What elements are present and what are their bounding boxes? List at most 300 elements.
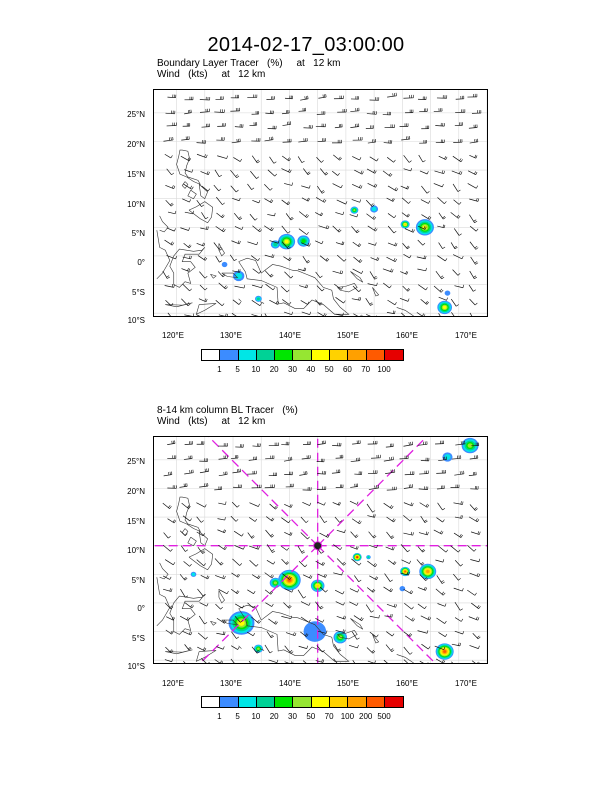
barb-flag (256, 564, 258, 566)
barb-flag (307, 285, 308, 288)
wind-barb (400, 298, 409, 301)
barb-flag (227, 591, 228, 594)
wind-barb (301, 602, 310, 606)
barb-flag (479, 559, 480, 562)
barb-shaft (454, 533, 461, 537)
tracer-blob (270, 578, 281, 588)
barb-flag (476, 172, 477, 175)
barb-shaft (303, 661, 309, 663)
barb-shaft (368, 183, 376, 187)
wind-barb (437, 197, 446, 203)
panel2-lat-label: 15°N (127, 517, 145, 526)
barb-flag (290, 532, 291, 535)
panel1-lat-label: 25°N (127, 110, 145, 119)
barb-flag (343, 562, 345, 564)
barb-flag (272, 604, 274, 607)
wind-barb (471, 257, 478, 265)
barb-shaft (269, 300, 277, 304)
barb-flag (338, 650, 341, 652)
barb-shaft (350, 589, 358, 593)
wind-barb (265, 645, 273, 653)
barb-shaft (166, 630, 172, 634)
barb-flag (302, 552, 305, 554)
wind-barb (371, 257, 379, 260)
tracer-contour (404, 571, 406, 573)
barb-flag (322, 241, 323, 244)
wind-barb (335, 124, 342, 128)
wind-barb (403, 286, 410, 291)
barb-flag (441, 290, 443, 292)
barb-flag (206, 217, 209, 219)
barb-flag (206, 226, 207, 229)
barb-flag (479, 532, 480, 535)
wind-barb (469, 125, 477, 129)
barb-flag (456, 305, 458, 307)
wind-barb (388, 560, 396, 565)
wind-barb (437, 575, 445, 583)
tracer-contour (304, 621, 327, 642)
wind-barb (247, 95, 257, 98)
coastline (196, 303, 216, 314)
wind-barb (469, 299, 477, 305)
barb-shaft (267, 560, 273, 564)
colorbar-box (202, 697, 220, 707)
wind-barb (282, 559, 289, 564)
barb-flag (359, 185, 360, 188)
barb-flag (372, 650, 374, 652)
colorbar-box (330, 350, 348, 360)
wind-barb (337, 616, 346, 619)
barb-flag (184, 577, 186, 579)
barb-flag (358, 589, 359, 592)
barb-flag (208, 172, 209, 175)
wind-barb (214, 109, 224, 112)
barb-flag (477, 605, 479, 607)
barb-flag (324, 521, 326, 523)
barb-flag (322, 192, 324, 194)
wind-barb (352, 184, 362, 188)
barb-flag (325, 575, 326, 578)
wind-barb (252, 226, 261, 232)
barb-flag (185, 550, 187, 552)
barb-flag (476, 186, 477, 189)
wind-barb (219, 455, 228, 459)
barb-flag (445, 604, 446, 607)
barb-flag (357, 231, 359, 233)
wind-barb (384, 660, 393, 663)
barb-flag (323, 563, 324, 566)
barb-flag (191, 110, 192, 113)
colorbar-box (385, 350, 403, 360)
wind-barb (299, 285, 308, 288)
barb-shaft (350, 111, 359, 112)
barb-flag (225, 547, 227, 549)
barb-shaft (252, 156, 257, 163)
barb-flag (238, 575, 240, 578)
barb-flag (290, 504, 291, 507)
wind-barb (400, 123, 409, 126)
barb-shaft (353, 314, 361, 316)
barb-flag (202, 551, 204, 553)
wind-barb (299, 212, 309, 218)
wind-barb (417, 268, 426, 271)
barb-flag (375, 576, 376, 579)
barb-shaft (301, 533, 308, 540)
wind-barb (434, 286, 443, 292)
barb-flag (242, 534, 244, 537)
barb-flag (407, 186, 408, 189)
wind-barb (404, 484, 413, 488)
barb-shaft (404, 603, 411, 609)
barb-flag (292, 662, 293, 663)
wind-barb (166, 617, 174, 621)
barb-flag (291, 276, 293, 278)
barb-shaft (252, 285, 261, 288)
wind-barb (179, 483, 187, 487)
tracer-contour (257, 648, 260, 650)
coastline (210, 621, 216, 625)
colorbar-label: 50 (324, 365, 334, 374)
barb-flag (321, 190, 323, 192)
barb-flag (170, 606, 172, 608)
coastline (397, 307, 414, 316)
barb-shaft (436, 618, 444, 624)
panel2-lat-label: 10°S (127, 662, 145, 671)
wind-barb (419, 532, 428, 535)
barb-flag (171, 204, 173, 206)
barb-flag (391, 269, 392, 272)
barb-flag (422, 549, 424, 551)
barb-shaft (404, 155, 410, 162)
barb-shaft (333, 184, 341, 188)
wind-barb (247, 471, 256, 474)
colorbar-box (312, 697, 330, 707)
panel1-coastlines (157, 150, 445, 316)
barb-flag (442, 508, 444, 510)
barb-shaft (453, 574, 458, 580)
wind-barb (370, 271, 377, 279)
barb-shaft (421, 186, 427, 193)
barb-flag (207, 171, 208, 174)
tracer-blob (350, 207, 358, 214)
barb-shaft (354, 575, 358, 581)
barb-flag (372, 589, 374, 591)
barb-flag (326, 631, 327, 634)
barb-flag (359, 290, 361, 292)
barb-flag (357, 547, 358, 550)
barb-flag (339, 502, 340, 505)
barb-shaft (470, 242, 476, 250)
barb-flag (237, 176, 239, 178)
tracer-contour (285, 240, 289, 244)
barb-flag (321, 213, 322, 216)
barb-flag (253, 633, 255, 636)
barb-flag (208, 576, 209, 579)
barb-shaft (249, 125, 256, 126)
wind-barb (315, 300, 322, 306)
wind-barb (388, 213, 396, 217)
wind-barb (282, 226, 290, 233)
wind-barb (166, 200, 174, 206)
wind-barb (384, 503, 394, 508)
barb-flag (461, 619, 463, 622)
wind-barb (473, 633, 481, 639)
barb-flag (262, 285, 263, 288)
barb-flag (355, 535, 357, 537)
barb-flag (321, 160, 323, 162)
barb-flag (325, 200, 327, 203)
barb-shaft (353, 286, 359, 292)
barb-flag (393, 199, 394, 202)
wind-barb (317, 186, 324, 193)
barb-shaft (298, 156, 302, 162)
panel2-lon-label: 150°E (337, 679, 359, 688)
barb-flag (271, 550, 274, 552)
barb-flag (224, 546, 226, 548)
barb-shaft (200, 112, 209, 113)
wind-barb (471, 603, 480, 609)
barb-flag (442, 277, 444, 279)
barb-flag (345, 530, 346, 533)
barb-flag (395, 187, 397, 190)
barb-shaft (318, 97, 326, 98)
wind-barb (315, 212, 323, 215)
barb-flag (392, 537, 394, 539)
barb-flag (238, 241, 239, 244)
wind-barb (249, 517, 257, 521)
wind-barb (385, 469, 395, 473)
barb-flag (225, 314, 226, 316)
wind-barb (435, 123, 444, 126)
barb-flag (428, 216, 430, 219)
barb-flag (396, 604, 397, 607)
wind-barb (281, 169, 291, 173)
wind-barb (336, 602, 345, 606)
colorbar-label: 500 (377, 712, 391, 721)
wind-barb (185, 603, 194, 608)
wind-barb (168, 519, 176, 523)
wind-barb (163, 271, 170, 278)
barb-flag (187, 617, 188, 620)
barb-flag (358, 520, 360, 522)
barb-flag (411, 168, 412, 171)
wind-barb (386, 532, 394, 539)
wind-barb (265, 484, 275, 487)
wind-barb (403, 515, 412, 521)
coastline (372, 287, 378, 296)
wind-barb (217, 156, 227, 159)
barb-shaft (403, 445, 412, 447)
barb-shaft (336, 602, 344, 606)
wind-barb (252, 314, 262, 316)
wind-barb (334, 659, 342, 663)
wind-barb (371, 455, 380, 458)
barb-shaft (234, 531, 242, 536)
barb-shaft (197, 560, 204, 566)
wind-barb (337, 558, 346, 565)
wind-barb (232, 198, 240, 201)
wind-barb (283, 603, 291, 609)
barb-shaft (180, 616, 188, 620)
panel2-coastlines (157, 497, 445, 663)
barb-flag (462, 515, 463, 518)
barb-shaft (182, 199, 189, 202)
barb-flag (270, 199, 272, 202)
panel2-lat-label: 20°N (127, 487, 145, 496)
coastline (196, 650, 216, 661)
barb-flag (321, 607, 323, 609)
panel2-lon-label: 140°E (279, 679, 301, 688)
colorbar-box (220, 350, 238, 360)
barb-shaft (418, 240, 423, 245)
barb-flag (322, 620, 323, 623)
barb-shaft (302, 458, 311, 459)
barb-flag (170, 588, 171, 591)
barb-flag (427, 191, 429, 193)
barb-flag (478, 646, 479, 649)
barb-shaft (403, 515, 410, 521)
wind-barb (404, 155, 412, 162)
barb-flag (270, 227, 272, 229)
barb-flag (447, 298, 448, 301)
barb-shaft (436, 271, 442, 279)
barb-shaft (421, 200, 429, 204)
barb-shaft (199, 272, 205, 279)
panel1-lat-label: 5°S (132, 288, 145, 297)
wind-barb (315, 241, 323, 244)
wind-barb (404, 168, 412, 171)
wind-barb (301, 517, 308, 523)
wind-barb (419, 486, 428, 489)
colorbar-box (275, 697, 293, 707)
wind-barb (299, 561, 307, 567)
wind-barb (351, 532, 359, 538)
wind-barb (419, 155, 426, 162)
wind-barb (387, 93, 396, 97)
wind-barb (163, 137, 173, 141)
barb-flag (410, 634, 412, 636)
barb-flag (412, 229, 413, 232)
barb-flag (221, 607, 223, 609)
barb-shaft (231, 646, 237, 650)
barb-flag (170, 649, 172, 651)
barb-flag (206, 155, 207, 158)
barb-flag (412, 442, 413, 445)
barb-shaft (219, 283, 226, 289)
barb-flag (273, 288, 275, 290)
wind-barb (350, 546, 358, 549)
barb-flag (474, 220, 477, 222)
barb-flag (321, 552, 323, 554)
barb-flag (339, 230, 341, 232)
barb-shaft (469, 215, 474, 223)
wind-barb (217, 123, 225, 126)
wind-barb (269, 473, 277, 476)
wind-barb (298, 268, 306, 271)
barb-flag (272, 228, 274, 230)
barb-shaft (179, 486, 187, 487)
barb-flag (394, 231, 396, 233)
wind-barb (281, 546, 289, 550)
colorbar-label: 10 (251, 712, 261, 721)
barb-flag (475, 155, 476, 158)
wind-barb (303, 661, 311, 663)
wind-barb (370, 615, 380, 618)
barb-shaft (418, 285, 426, 290)
barb-flag (325, 314, 326, 316)
barb-flag (306, 285, 307, 288)
barb-flag (239, 302, 241, 304)
barb-flag (168, 505, 170, 507)
wind-barb (185, 644, 192, 650)
barb-flag (423, 314, 425, 316)
barb-shaft (299, 229, 307, 235)
barb-shaft (301, 300, 308, 304)
barb-flag (412, 607, 414, 609)
wind-barb (453, 184, 460, 192)
barb-flag (357, 214, 358, 217)
panel2-lon-label: 130°E (220, 679, 242, 688)
barb-flag (356, 230, 358, 232)
barb-flag (273, 255, 274, 258)
colorbar-label: 20 (269, 712, 279, 721)
barb-flag (340, 270, 341, 273)
barb-shaft (353, 269, 362, 274)
barb-flag (442, 592, 444, 594)
barb-flag (325, 172, 327, 174)
barb-shaft (268, 170, 275, 176)
wind-barb (366, 298, 373, 305)
wind-barb (233, 300, 241, 305)
wind-barb (285, 661, 294, 663)
barb-flag (477, 662, 479, 663)
barb-flag (443, 661, 445, 663)
barb-flag (295, 633, 296, 636)
barb-shaft (349, 602, 356, 606)
barb-flag (376, 185, 377, 188)
wind-barb (419, 108, 427, 111)
barb-shaft (471, 603, 478, 609)
tracer-contour (192, 573, 195, 576)
barb-flag (343, 242, 344, 245)
barb-flag (390, 505, 392, 507)
wind-barb (282, 110, 289, 114)
barb-flag (428, 647, 430, 649)
barb-shaft (383, 171, 390, 177)
barb-shaft (350, 127, 358, 128)
barb-flag (407, 272, 408, 275)
wind-barb (264, 226, 273, 231)
wind-barb (199, 483, 208, 487)
barb-flag (454, 246, 457, 248)
barb-shaft (248, 533, 252, 539)
colorbar-label: 70 (361, 365, 371, 374)
barb-flag (288, 231, 290, 233)
coastline (177, 497, 201, 531)
tracer-contour (301, 239, 305, 243)
barb-flag (357, 638, 360, 640)
barb-flag (426, 532, 427, 535)
barb-flag (257, 177, 259, 179)
barb-flag (322, 289, 324, 291)
wind-barb (421, 126, 429, 129)
wind-barb (215, 559, 223, 566)
barb-flag (394, 519, 396, 521)
barb-shaft (303, 168, 308, 174)
barb-shaft (217, 618, 225, 623)
wind-barb (264, 184, 272, 190)
barb-shaft (215, 170, 219, 177)
